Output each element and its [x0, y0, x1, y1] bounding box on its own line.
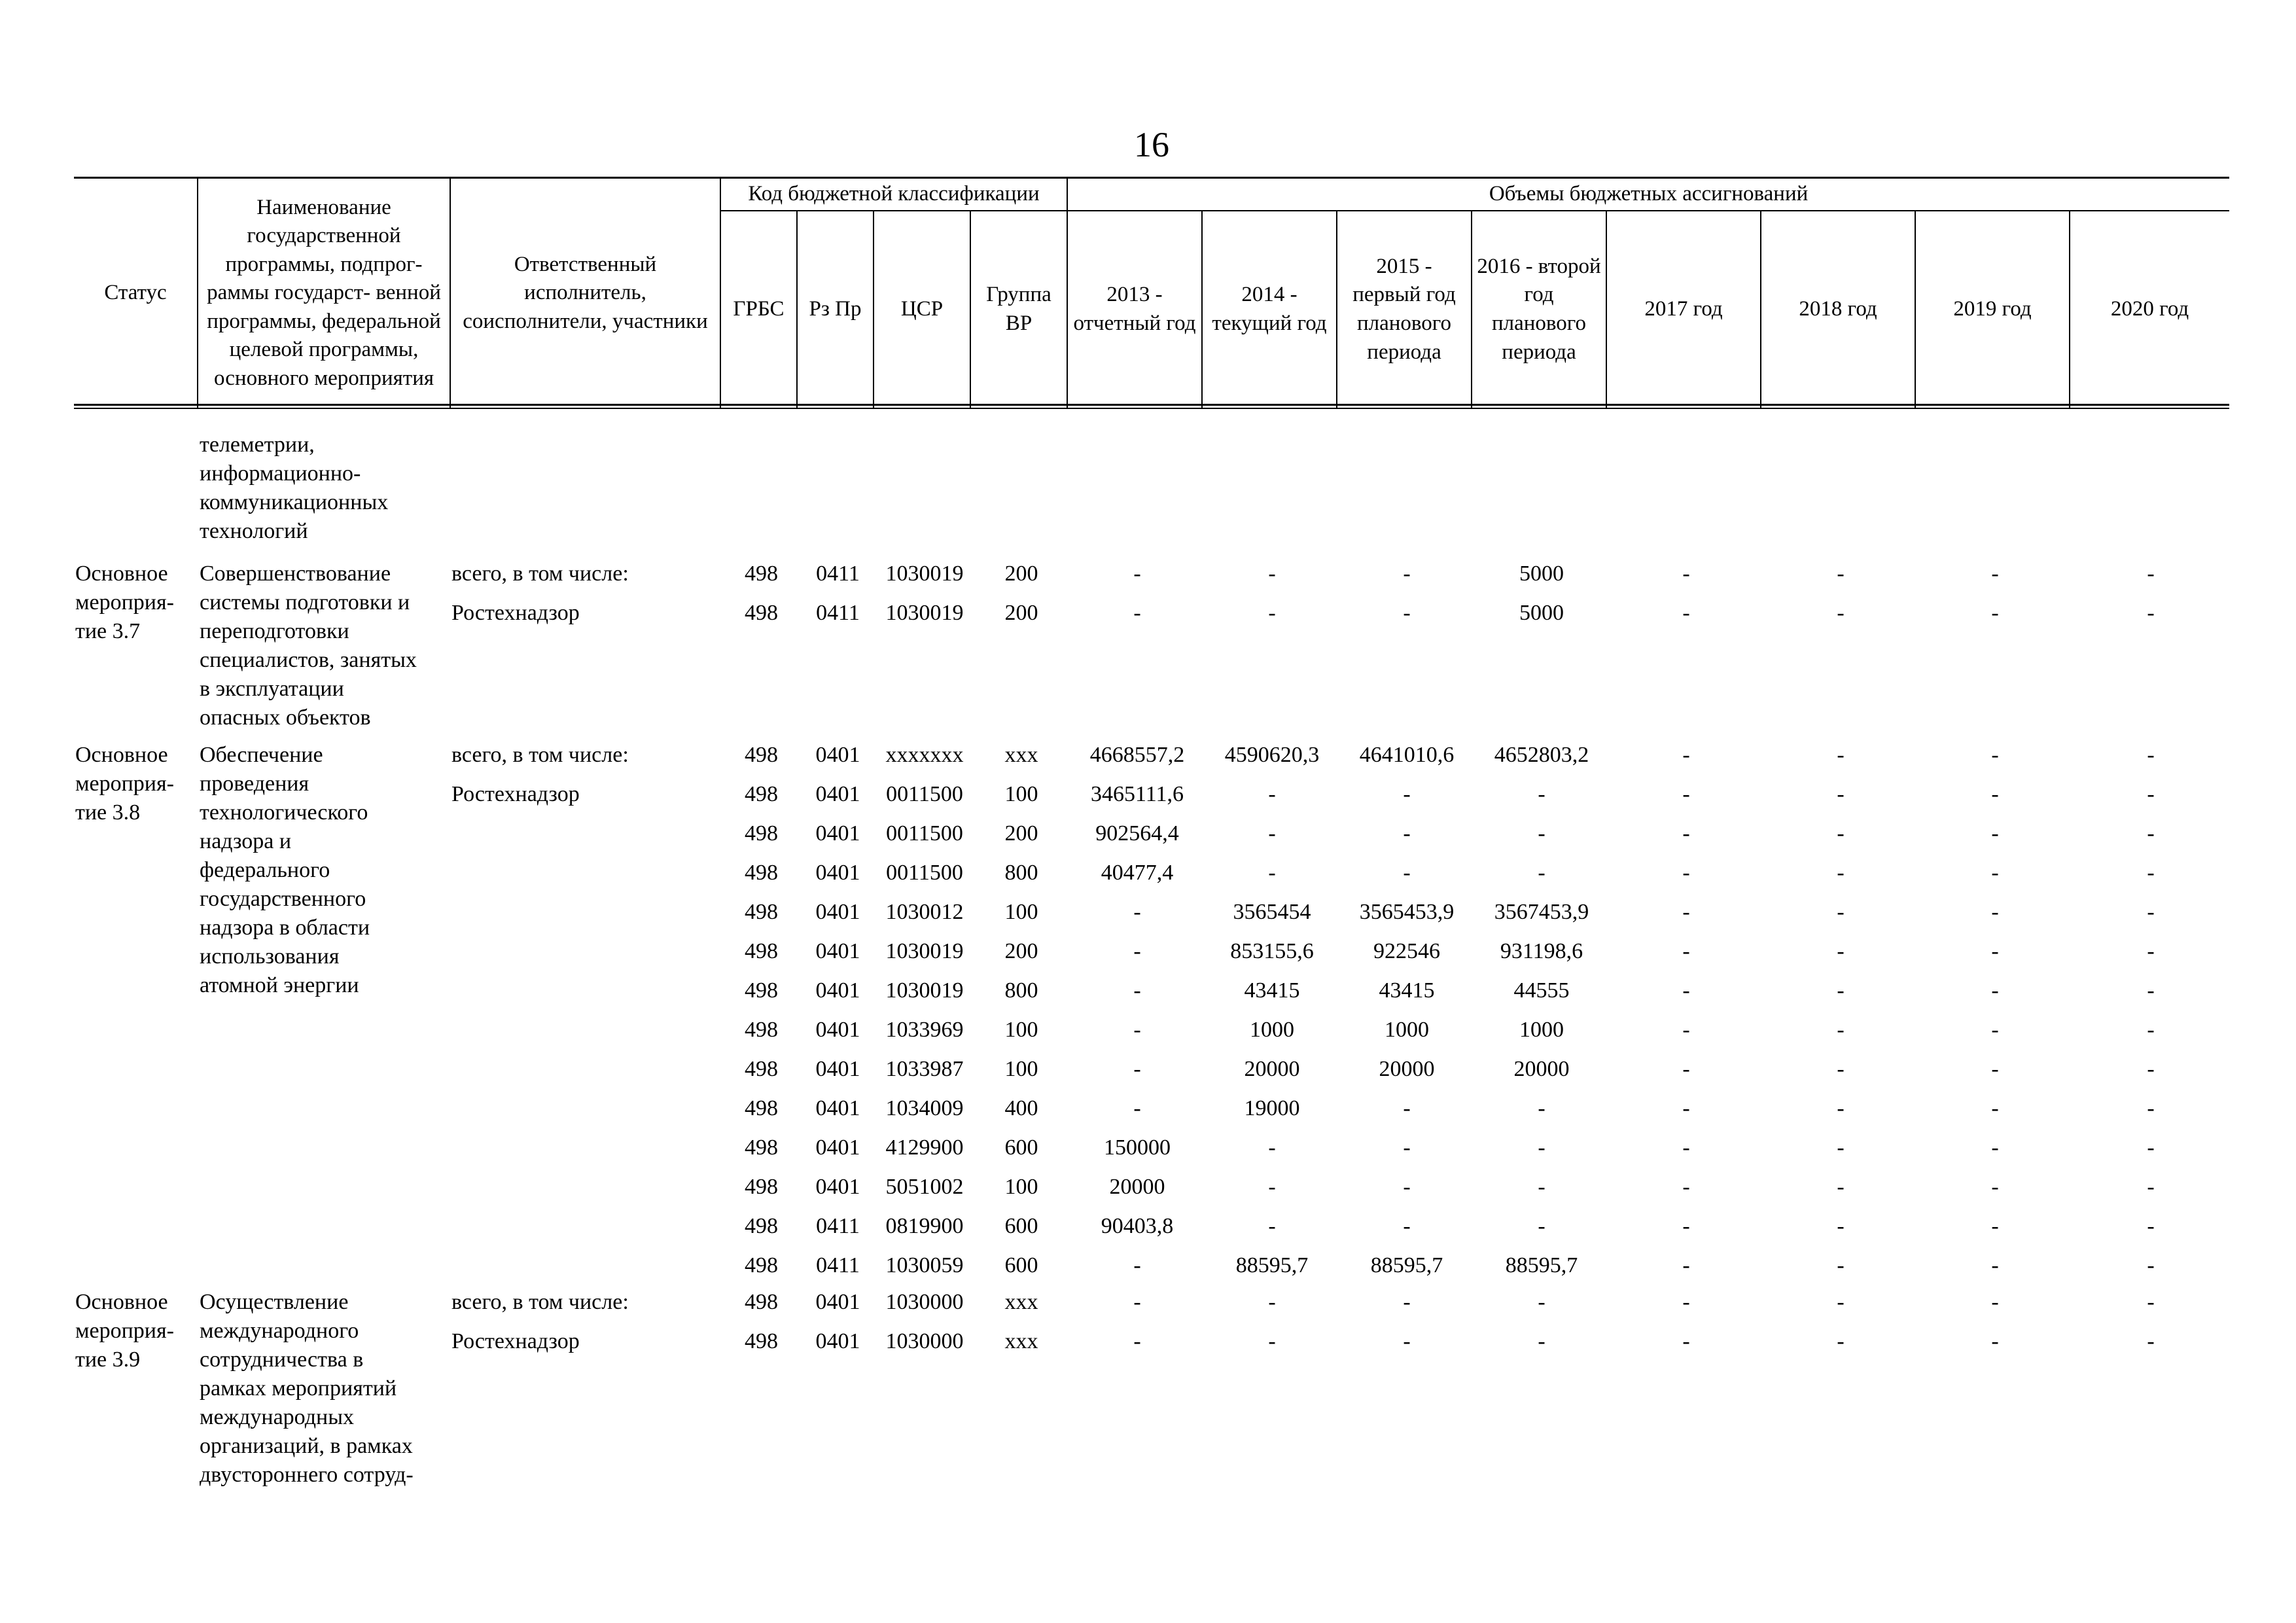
cell-value: -: [1837, 1096, 1845, 1120]
row-responsible: всего, в том числе:: [451, 1290, 629, 1314]
header-code-group: Код бюджетной классификации: [720, 178, 1067, 211]
cell-csr: 0011500: [886, 861, 963, 885]
cell-grbs: 498: [745, 562, 778, 586]
cell-value: -: [2147, 1057, 2155, 1081]
cell-value: 902564,4: [1095, 821, 1179, 846]
cell-value: -: [1403, 782, 1411, 806]
cell-value: -: [1133, 939, 1141, 963]
cell-rzpr: 0411: [816, 1253, 860, 1277]
cell-grbs: 498: [745, 1214, 778, 1238]
cell-grbs: 498: [745, 743, 778, 767]
cell-value: -: [1837, 1018, 1845, 1042]
cell-value: -: [1837, 1329, 1845, 1353]
cell-vr: 400: [1004, 1096, 1038, 1120]
cell-vr: ххх: [1004, 1290, 1038, 1314]
cell-grbs: 498: [745, 821, 778, 846]
section-status-line: тие 3.9: [75, 1347, 141, 1372]
cell-value: 20000: [1244, 1057, 1300, 1081]
header-2016: 2016 - второй год планового периода: [1472, 211, 1606, 408]
cell-value: -: [1403, 821, 1411, 846]
cell-value: -: [1991, 782, 1999, 806]
cell-rzpr: 0401: [815, 978, 860, 1003]
cell-value: 19000: [1244, 1096, 1300, 1120]
section-status-line: тие 3.8: [75, 800, 141, 825]
cell-csr: 1030019: [885, 978, 964, 1003]
cell-rzpr: 0401: [815, 1290, 860, 1314]
section-name-line: надзора и: [200, 829, 292, 853]
header-2014: 2014 - текущий год: [1202, 211, 1337, 408]
cell-rzpr: 0401: [815, 1096, 860, 1120]
cell-value: -: [1133, 1096, 1141, 1120]
cell-value: -: [1682, 1175, 1690, 1199]
cell-rzpr: 0411: [816, 562, 860, 586]
cell-value: -: [1268, 1214, 1276, 1238]
cell-csr: 1030012: [885, 900, 964, 924]
cell-value: -: [1403, 562, 1411, 586]
cell-value: 1000: [1385, 1018, 1429, 1042]
cell-value: -: [1991, 1290, 1999, 1314]
header-status: Статус: [74, 178, 198, 409]
cell-value: 20000: [1379, 1057, 1435, 1081]
cell-value: -: [1837, 1135, 1845, 1160]
cell-csr: 0011500: [886, 821, 963, 846]
cell-value: -: [1991, 861, 1999, 885]
row-responsible: всего, в том числе:: [451, 562, 629, 586]
cell-value: -: [1837, 1175, 1845, 1199]
cell-vr: 100: [1004, 1057, 1038, 1081]
cell-rzpr: 0401: [815, 821, 860, 846]
cell-grbs: 498: [745, 1175, 778, 1199]
cell-value: -: [1837, 939, 1845, 963]
cell-value: -: [1991, 1096, 1999, 1120]
cell-csr: 1033969: [885, 1018, 964, 1042]
cell-value: -: [1837, 861, 1845, 885]
section-name-line: международного: [200, 1319, 359, 1343]
cell-value: -: [1682, 1290, 1690, 1314]
header-2013: 2013 - отчетный год: [1067, 211, 1202, 408]
cell-value: -: [1837, 743, 1845, 767]
cell-value: -: [1991, 900, 1999, 924]
cell-value: -: [1133, 900, 1141, 924]
row-responsible: Ростехнадзор: [451, 782, 580, 806]
cell-value: -: [1837, 900, 1845, 924]
cell-rzpr: 0401: [815, 939, 860, 963]
cell-value: 3465111,6: [1091, 782, 1184, 806]
section-name-line: международных: [200, 1405, 355, 1429]
cell-value: -: [1268, 861, 1276, 885]
section-name-line: переподготовки: [200, 619, 349, 643]
cell-csr: 1030000: [885, 1290, 964, 1314]
cell-value: -: [1133, 1057, 1141, 1081]
cell-vr: 800: [1004, 978, 1038, 1003]
cell-vr: 600: [1004, 1214, 1038, 1238]
cell-value: 90403,8: [1101, 1214, 1174, 1238]
cell-value: -: [2147, 939, 2155, 963]
cell-value: -: [1837, 1214, 1845, 1238]
cell-value: -: [1268, 1290, 1276, 1314]
cell-value: -: [1682, 743, 1690, 767]
cell-value: -: [1403, 1096, 1411, 1120]
cell-grbs: 498: [745, 782, 778, 806]
cell-value: -: [1991, 1214, 1999, 1238]
cell-vr: 100: [1004, 1175, 1038, 1199]
cell-value: -: [2147, 1329, 2155, 1353]
cell-value: -: [1991, 1057, 1999, 1081]
cell-rzpr: 0401: [815, 900, 860, 924]
cell-value: -: [1403, 1135, 1411, 1160]
cell-value: -: [2147, 1290, 2155, 1314]
cell-value: -: [1682, 1135, 1690, 1160]
cell-value: -: [1991, 939, 1999, 963]
cell-value: -: [2147, 861, 2155, 885]
cell-value: -: [1268, 782, 1276, 806]
cell-vr: 200: [1004, 562, 1038, 586]
cell-value: 3565453,9: [1359, 900, 1455, 924]
cell-value: -: [1133, 562, 1141, 586]
cell-value: -: [2147, 1135, 2155, 1160]
cell-grbs: 498: [745, 1290, 778, 1314]
section-name-line: опасных объектов: [200, 705, 371, 730]
cell-csr: 1030000: [885, 1329, 964, 1353]
section-name-line: двустороннего сотруд-: [200, 1463, 414, 1487]
cell-value: -: [2147, 978, 2155, 1003]
header-grbs: ГРБС: [720, 211, 797, 408]
continuation-text-line: телеметрии,: [200, 433, 315, 457]
cell-value: -: [2147, 821, 2155, 846]
cell-value: 5000: [1519, 601, 1564, 625]
cell-value: -: [1538, 821, 1545, 846]
section-status-line: мероприя-: [75, 1319, 174, 1343]
cell-value: -: [1837, 1057, 1845, 1081]
cell-vr: 600: [1004, 1135, 1038, 1160]
section-status-line: мероприя-: [75, 590, 174, 615]
section-status-line: мероприя-: [75, 772, 174, 796]
header-2018: 2018 год: [1761, 211, 1915, 408]
cell-rzpr: 0401: [815, 1135, 860, 1160]
cell-grbs: 498: [745, 1135, 778, 1160]
cell-value: 88595,7: [1370, 1253, 1443, 1277]
cell-rzpr: 0401: [815, 1057, 860, 1081]
cell-value: -: [1538, 1329, 1545, 1353]
section-name-line: федерального: [200, 858, 330, 882]
cell-value: -: [2147, 782, 2155, 806]
cell-grbs: 498: [745, 1018, 778, 1042]
cell-value: -: [2147, 601, 2155, 625]
cell-value: 40477,4: [1101, 861, 1174, 885]
cell-grbs: 498: [745, 978, 778, 1003]
cell-rzpr: 0401: [815, 743, 860, 767]
cell-value: 4590620,3: [1224, 743, 1320, 767]
cell-csr: 0819900: [885, 1214, 964, 1238]
header-2017: 2017 год: [1606, 211, 1761, 408]
row-responsible: Ростехнадзор: [451, 601, 580, 625]
cell-value: -: [1682, 939, 1690, 963]
cell-value: -: [1133, 978, 1141, 1003]
cell-value: -: [1682, 1057, 1690, 1081]
cell-value: -: [1268, 601, 1276, 625]
cell-value: -: [1538, 861, 1545, 885]
section-name-line: государственного: [200, 887, 366, 911]
cell-csr: 1030019: [885, 939, 964, 963]
cell-value: -: [1403, 1214, 1411, 1238]
continuation-text-line: технологий: [200, 519, 308, 543]
cell-csr: 1030019: [885, 562, 964, 586]
section-name-line: сотрудничества в: [200, 1347, 364, 1372]
section-name-line: технологического: [200, 800, 368, 825]
cell-rzpr: 0401: [815, 1175, 860, 1199]
cell-value: 44555: [1513, 978, 1570, 1003]
cell-grbs: 498: [745, 900, 778, 924]
cell-value: -: [1268, 562, 1276, 586]
cell-csr: ххххххх: [885, 743, 964, 767]
cell-value: 1000: [1250, 1018, 1294, 1042]
cell-value: -: [1133, 1018, 1141, 1042]
cell-value: -: [1682, 821, 1690, 846]
cell-rzpr: 0411: [816, 1214, 860, 1238]
cell-value: 922546: [1373, 939, 1440, 963]
cell-value: -: [1403, 1329, 1411, 1353]
section-name-line: рамках мероприятий: [200, 1376, 397, 1400]
cell-value: 20000: [1513, 1057, 1570, 1081]
cell-csr: 1030059: [885, 1253, 964, 1277]
cell-value: -: [1991, 1135, 1999, 1160]
section-name-line: Осуществление: [200, 1290, 349, 1314]
cell-csr: 0011500: [886, 782, 963, 806]
cell-value: -: [1837, 782, 1845, 806]
cell-rzpr: 0411: [816, 601, 860, 625]
section-status-line: тие 3.7: [75, 619, 141, 643]
cell-value: -: [2147, 900, 2155, 924]
cell-value: -: [1991, 562, 1999, 586]
section-name-line: надзора в области: [200, 916, 370, 940]
cell-value: 4641010,6: [1359, 743, 1455, 767]
cell-value: 88595,7: [1505, 1253, 1578, 1277]
cell-grbs: 498: [745, 1329, 778, 1353]
row-responsible: всего, в том числе:: [451, 743, 629, 767]
cell-rzpr: 0401: [815, 1329, 860, 1353]
cell-value: -: [1682, 861, 1690, 885]
header-responsible: Ответственный исполнитель, соисполнители, участники: [450, 178, 720, 409]
cell-vr: 100: [1004, 782, 1038, 806]
cell-vr: 800: [1004, 861, 1038, 885]
cell-grbs: 498: [745, 1096, 778, 1120]
header-volume-group: Объемы бюджетных ассигнований: [1067, 178, 2229, 211]
cell-vr: ххх: [1004, 1329, 1038, 1353]
cell-value: -: [1133, 1290, 1141, 1314]
cell-value: -: [1133, 1253, 1141, 1277]
cell-value: -: [1837, 821, 1845, 846]
cell-value: -: [1538, 1135, 1545, 1160]
section-name-line: атомной энергии: [200, 973, 359, 997]
cell-vr: 200: [1004, 939, 1038, 963]
cell-value: -: [2147, 743, 2155, 767]
header-vr: Группа ВР: [970, 211, 1067, 408]
cell-value: -: [1682, 978, 1690, 1003]
cell-vr: 600: [1004, 1253, 1038, 1277]
cell-value: -: [1991, 601, 1999, 625]
cell-value: -: [1682, 601, 1690, 625]
cell-value: -: [1837, 1253, 1845, 1277]
cell-vr: 200: [1004, 601, 1038, 625]
cell-value: -: [1133, 601, 1141, 625]
continuation-text-line: информационно-: [200, 461, 361, 486]
cell-value: -: [1682, 1253, 1690, 1277]
cell-value: -: [1991, 1175, 1999, 1199]
cell-value: -: [1403, 1175, 1411, 1199]
cell-csr: 1030019: [885, 601, 964, 625]
cell-value: -: [1991, 978, 1999, 1003]
cell-value: -: [1538, 1096, 1545, 1120]
header-csr: ЦСР: [874, 211, 970, 408]
section-status-line: Основное: [75, 562, 168, 586]
cell-value: -: [1268, 1175, 1276, 1199]
cell-value: 853155,6: [1230, 939, 1314, 963]
cell-value: -: [1682, 1214, 1690, 1238]
cell-rzpr: 0401: [815, 782, 860, 806]
cell-value: 5000: [1519, 562, 1564, 586]
cell-value: -: [2147, 1018, 2155, 1042]
header-2015: 2015 - первый год планового периода: [1337, 211, 1472, 408]
cell-csr: 5051002: [885, 1175, 964, 1199]
section-name-line: специалистов, занятых: [200, 648, 417, 672]
cell-value: -: [1682, 1329, 1690, 1353]
cell-value: -: [2147, 1214, 2155, 1238]
header-2020: 2020 год: [2070, 211, 2229, 408]
cell-value: -: [2147, 1253, 2155, 1277]
cell-value: 3567453,9: [1494, 900, 1589, 924]
header-rzpr: Рз Пр: [797, 211, 874, 408]
cell-grbs: 498: [745, 1253, 778, 1277]
cell-vr: 200: [1004, 821, 1038, 846]
cell-value: -: [1538, 1290, 1545, 1314]
cell-value: 150000: [1104, 1135, 1171, 1160]
section-name-line: Совершенствование: [200, 562, 391, 586]
header-name: Наименование государственной программы, подпрог- раммы государст- венной программы, федеральной целевой программы, основного мероприятия: [198, 178, 450, 409]
cell-grbs: 498: [745, 861, 778, 885]
cell-value: -: [1682, 900, 1690, 924]
cell-value: -: [1991, 821, 1999, 846]
cell-value: -: [1133, 1329, 1141, 1353]
section-name-line: проведения: [200, 772, 309, 796]
cell-value: -: [1682, 1096, 1690, 1120]
section-name-line: Обеспечение: [200, 743, 323, 767]
cell-value: 931198,6: [1500, 939, 1583, 963]
section-name-line: в эксплуатации: [200, 677, 344, 701]
cell-value: -: [1682, 782, 1690, 806]
cell-value: -: [1538, 1175, 1545, 1199]
cell-value: -: [1682, 1018, 1690, 1042]
cell-value: -: [2147, 562, 2155, 586]
cell-vr: ххх: [1004, 743, 1038, 767]
cell-value: 43415: [1244, 978, 1300, 1003]
page-number: 16: [1134, 125, 1169, 164]
cell-value: -: [1268, 1135, 1276, 1160]
header-2019: 2019 год: [1915, 211, 2070, 408]
cell-value: -: [1538, 782, 1545, 806]
cell-value: 4668557,2: [1089, 743, 1185, 767]
continuation-text-line: коммуникационных: [200, 490, 389, 514]
cell-value: -: [1991, 1329, 1999, 1353]
section-status-line: Основное: [75, 1290, 168, 1314]
cell-value: -: [1403, 1290, 1411, 1314]
cell-value: -: [2147, 1175, 2155, 1199]
cell-csr: 1033987: [885, 1057, 964, 1081]
section-status-line: Основное: [75, 743, 168, 767]
cell-grbs: 498: [745, 1057, 778, 1081]
cell-csr: 1034009: [885, 1096, 964, 1120]
cell-value: 4652803,2: [1494, 743, 1589, 767]
section-name-line: организаций, в рамках: [200, 1434, 413, 1458]
cell-value: -: [1682, 562, 1690, 586]
cell-vr: 100: [1004, 1018, 1038, 1042]
cell-grbs: 498: [745, 601, 778, 625]
cell-value: -: [1538, 1214, 1545, 1238]
cell-vr: 100: [1004, 900, 1038, 924]
cell-value: 20000: [1109, 1175, 1165, 1199]
cell-grbs: 498: [745, 939, 778, 963]
cell-value: -: [2147, 1096, 2155, 1120]
cell-value: 1000: [1519, 1018, 1564, 1042]
cell-value: -: [1837, 562, 1845, 586]
cell-value: 43415: [1379, 978, 1435, 1003]
section-name-line: системы подготовки и: [200, 590, 410, 615]
cell-value: -: [1837, 1290, 1845, 1314]
cell-value: -: [1403, 861, 1411, 885]
cell-value: -: [1991, 1253, 1999, 1277]
section-name-line: использования: [200, 944, 340, 969]
cell-value: 3565454: [1233, 900, 1311, 924]
cell-value: -: [1403, 601, 1411, 625]
cell-value: -: [1837, 601, 1845, 625]
cell-value: -: [1268, 1329, 1276, 1353]
cell-value: -: [1991, 743, 1999, 767]
cell-csr: 4129900: [885, 1135, 964, 1160]
row-responsible: Ростехнадзор: [451, 1329, 580, 1353]
cell-value: -: [1837, 978, 1845, 1003]
cell-value: 88595,7: [1235, 1253, 1309, 1277]
cell-value: -: [1268, 821, 1276, 846]
cell-rzpr: 0401: [815, 1018, 860, 1042]
cell-rzpr: 0401: [815, 861, 860, 885]
cell-value: -: [1991, 1018, 1999, 1042]
